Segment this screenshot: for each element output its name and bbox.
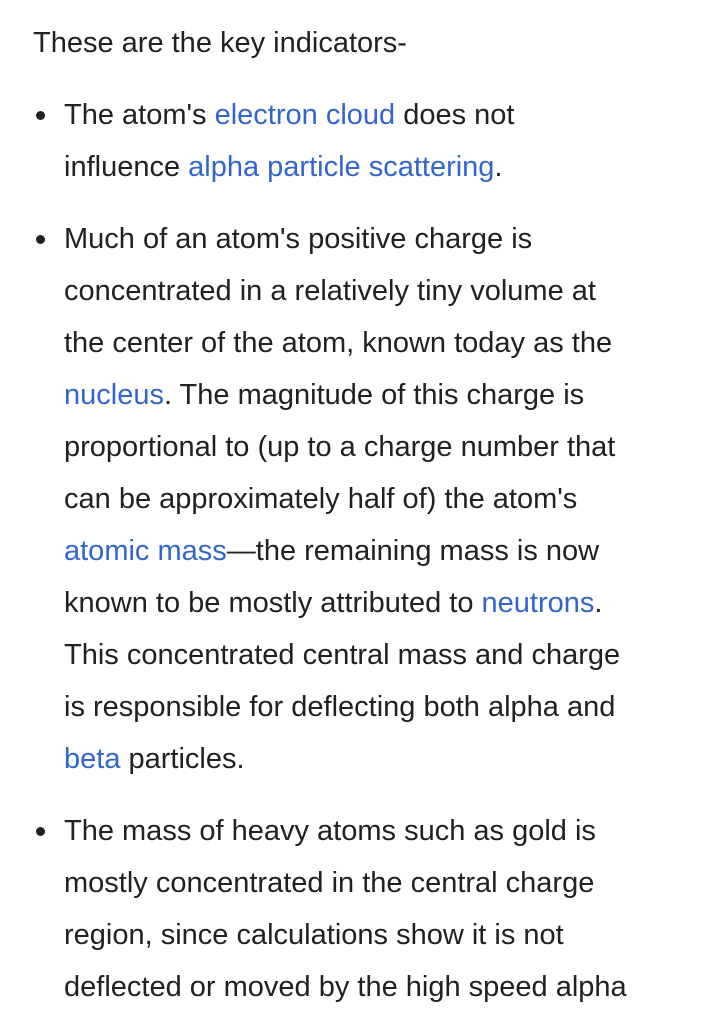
article-content [33, 17, 693, 1033]
text-segment: known to be mostly attributed to [64, 587, 482, 619]
text-line [64, 213, 693, 265]
text-line [64, 89, 693, 141]
list-item [33, 805, 693, 1013]
indicator-list [33, 89, 693, 1013]
text-segment: mostly concentrated in the central charge [64, 867, 595, 899]
text-segment: particles. [120, 743, 245, 775]
text-segment: region, since calculations show it is not [64, 919, 564, 951]
text-segment: is responsible for deflecting both alpha and [64, 691, 616, 723]
text-line [64, 525, 693, 577]
beta-link[interactable]: beta [64, 743, 121, 775]
electron-cloud-link[interactable]: electron cloud [214, 99, 396, 131]
text-line [64, 961, 693, 1013]
text-segment: The mass of heavy atoms such as gold is [64, 815, 596, 847]
list-item [33, 89, 693, 193]
text-line [64, 317, 693, 369]
atomic-mass-link[interactable]: atomic mass [64, 535, 227, 567]
alpha-particle-scattering-link[interactable]: alpha particle scattering [188, 151, 495, 183]
text-segment: deflected or moved by the high speed alpha [64, 971, 627, 1003]
text-segment: . The magnitude of this charge is [163, 379, 585, 411]
text-line [64, 421, 693, 473]
text-segment: proportional to (up to a charge number that [64, 431, 616, 463]
text-line [64, 577, 693, 629]
text-line [64, 369, 693, 421]
text-segment: —the remaining mass is now [226, 535, 600, 567]
neutrons-link[interactable]: neutrons [481, 587, 595, 619]
text-segment: . [594, 587, 603, 619]
text-segment: does not [395, 99, 515, 131]
bullet-icon [36, 111, 45, 120]
text-segment: the center of the atom, known today as the [64, 327, 613, 359]
bullet-icon [36, 235, 45, 244]
text-segment: . [494, 151, 503, 183]
text-line [64, 141, 693, 193]
text-line [64, 265, 693, 317]
text-line [64, 857, 693, 909]
text-line [64, 733, 693, 785]
bullet-icon [36, 827, 45, 836]
text-line [64, 909, 693, 961]
text-segment: The atom's [64, 99, 215, 131]
text-segment: concentrated in a relatively tiny volume at [64, 275, 596, 307]
text-line [64, 473, 693, 525]
text-segment: This concentrated central mass and charge [64, 639, 621, 671]
text-segment: influence [64, 151, 189, 183]
text-segment: Much of an atom's positive charge is [64, 223, 533, 255]
text-segment: can be approximately half of) the atom's [64, 483, 578, 515]
intro-text: These are the key indicators- [33, 27, 407, 59]
list-item [33, 213, 693, 785]
text-line [64, 805, 693, 857]
nucleus-link[interactable]: nucleus [64, 379, 164, 411]
text-line [64, 681, 693, 733]
text-line [64, 629, 693, 681]
